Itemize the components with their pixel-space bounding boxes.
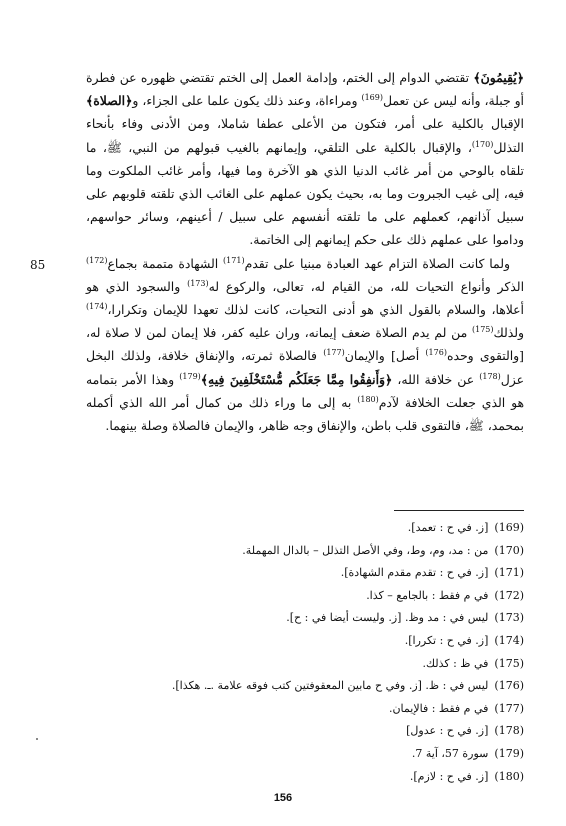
footnote-ref-180: (180) xyxy=(357,394,379,404)
footnote-ref-178: (178) xyxy=(479,371,501,381)
footnote-number: (169) xyxy=(494,521,524,534)
footnote-item xyxy=(44,540,524,563)
text-run: الذكر وأنواع التحيات لله، من القيام له، تعالى، والركوع له xyxy=(208,278,525,294)
footnote-item xyxy=(44,766,524,789)
footnote-item xyxy=(44,698,524,721)
paragraph-1 xyxy=(86,66,524,252)
page-number: 156 xyxy=(273,792,293,804)
text-run: والسجود الذي هو أعلاها، والسلام بالقول الذي هو أدنى التحيات، كانت لذلك تعهدا للإيمان وتكرارا، xyxy=(86,278,524,318)
footnote-item xyxy=(44,585,524,608)
footnote-number: (178) xyxy=(494,724,524,738)
footnote-ref-172: (172) xyxy=(86,255,108,265)
text-run: تقتضي الدوام إلى الختم، وإدامة العمل إلى الختم تقتضي ظهوره عن فطرة أو جبلة، وأنه ليس عن تعمل xyxy=(86,70,524,109)
footnote-number: (173) xyxy=(494,611,524,625)
footnote-item xyxy=(44,517,524,540)
footnote-item xyxy=(44,630,524,653)
footnote-number: (171) xyxy=(494,566,524,580)
footnote-number: (179) xyxy=(494,746,524,760)
footnote-ref-174: (174) xyxy=(86,301,108,311)
footnote-number: (180) xyxy=(494,769,524,783)
footnote-number: (176) xyxy=(494,679,524,693)
text-run: وهذا الأمر بتمامه هو الذي جعلت الخلافة لآدم xyxy=(86,371,524,410)
text-run: فالصلاة ثمرته، والإنفاق خلافة، ولذلك البخل عزل xyxy=(86,348,525,387)
footnote-number: (172) xyxy=(494,588,524,602)
text-run: ولذلك xyxy=(493,325,524,341)
footnote-text: [ز. في ح : عدول] xyxy=(406,724,489,738)
footnote-text: في م فقط : فالإيمان. xyxy=(388,701,489,715)
margin-number: 85 xyxy=(30,258,46,272)
footnote-ref-175: (175) xyxy=(471,325,494,335)
text-run: ، والإقبال بالكلية على التلقي، وإيمانهم بالغيب قبولهم من النبي، ﷺ، ما تلقاه بالوحي من أمر غائب الدنيا الذي هو الآخرة وما فيها، وأمر غائب الملكوت وما فيه، إلى غيب الجبروت وما به، بحيث يكون عملهم على الغائب الذي تلقته قلوبهم على سبيل آذانهم، كعملهم على ما تلقته أنفسهم على سبيل / أعينهم، وسائر حواسهم، وداموا على عملهم ذلك على حكم إيمانهم إلى الخاتمة. xyxy=(86,139,524,248)
footnote-number: (170) xyxy=(494,543,524,557)
footnote-ref-171: (171) xyxy=(223,255,245,265)
quran-keyword: ﴿الصلاة﴾ xyxy=(86,93,133,109)
footnote-number: (174) xyxy=(494,633,524,647)
text-run: عن خلافة الله، xyxy=(392,371,480,387)
footnote-ref-176: (176) xyxy=(425,348,447,358)
text-run: الإقبال بالكلية على أمر، فتكون من الأعلى عطفا شاملا، ومن الأدنى وفاء بأنحاء التذلل xyxy=(86,116,524,155)
text-run: ومراءاة، وعند ذلك يكون علما على الجزاء، و xyxy=(132,93,362,109)
footnote-text: ليس في : مد وظ. [ز. وليست أيضا في : ح]. xyxy=(286,611,489,625)
scan-speck xyxy=(36,738,38,740)
text-run: به إلى ما وراء ذلك من كمال أمر الله الذي أكمله بمحمد، ﷺ، فالتقوى قلب باطن، والإنفاق وجه ظاهر، والإيمان فالصلاة وصلة بينهما. xyxy=(86,394,524,434)
footnote-text: ليس في : ظ. [ز. وفي ح مابين المعقوفتين كتب فوقه علامة .ـ. هكذا]. xyxy=(171,679,489,693)
footnote-ref-177: (177) xyxy=(323,348,345,358)
footnote-text: سورة 57، آية 7. xyxy=(411,746,489,760)
footnote-text: في ظ : كذلك. xyxy=(422,656,489,670)
footnote-text: [ز. في ح : تقدم مقدم الشهادة]. xyxy=(340,566,489,580)
footnote-item xyxy=(44,607,524,630)
footnotes xyxy=(44,517,524,788)
footnote-text: في م فقط : بالجامع – كذا. xyxy=(366,588,489,602)
footnote-text: من : مد، وم، وط، وفي الأصل التذلل – بالدال المهملة. xyxy=(242,543,489,557)
text-run: ولما كانت الصلاة التزام عهد العبادة مبنيا على تقدم xyxy=(244,255,510,271)
footnote-text: [ز. في ح : لازم]. xyxy=(409,769,489,783)
footnote-number: (177) xyxy=(494,701,524,715)
footnote-item xyxy=(44,562,524,585)
footnote-ref-170: (170) xyxy=(471,139,494,149)
footnote-text: [ز. في ح : تعمد]. xyxy=(407,521,489,534)
text-run: الشهادة متممة بجماع xyxy=(107,255,224,271)
footnote-ref-169: (169) xyxy=(361,93,383,103)
footnote-separator xyxy=(394,510,524,511)
footnote-ref-179: (179) xyxy=(179,371,201,381)
text-run: أصل] والإيمان xyxy=(344,348,426,364)
main-text xyxy=(86,66,524,437)
footnote-text: [ز. في ح : تكررا]. xyxy=(404,633,489,647)
quran-keyword: ﴿يُقِيمُونَ﴾ xyxy=(473,70,524,85)
text-run: من لم يدم الصلاة ضعف إيمانه، وران عليه كفر، فلا إيمان لمن لا صلاة له، [والتقوى وحده xyxy=(86,325,524,364)
footnote-item xyxy=(44,675,524,698)
quran-verse: ﴿وَأَنفِقُوا مِمَّا جَعَلَكُم مُّسْتَخْلَفِينَ فِيهِ﴾ xyxy=(200,371,393,387)
footnote-number: (175) xyxy=(494,656,524,670)
footnote-item xyxy=(44,653,524,676)
paragraph-2 xyxy=(86,252,524,438)
footnote-item xyxy=(44,743,524,766)
footnote-ref-173: (173) xyxy=(187,278,209,288)
footnote-item xyxy=(44,720,524,743)
